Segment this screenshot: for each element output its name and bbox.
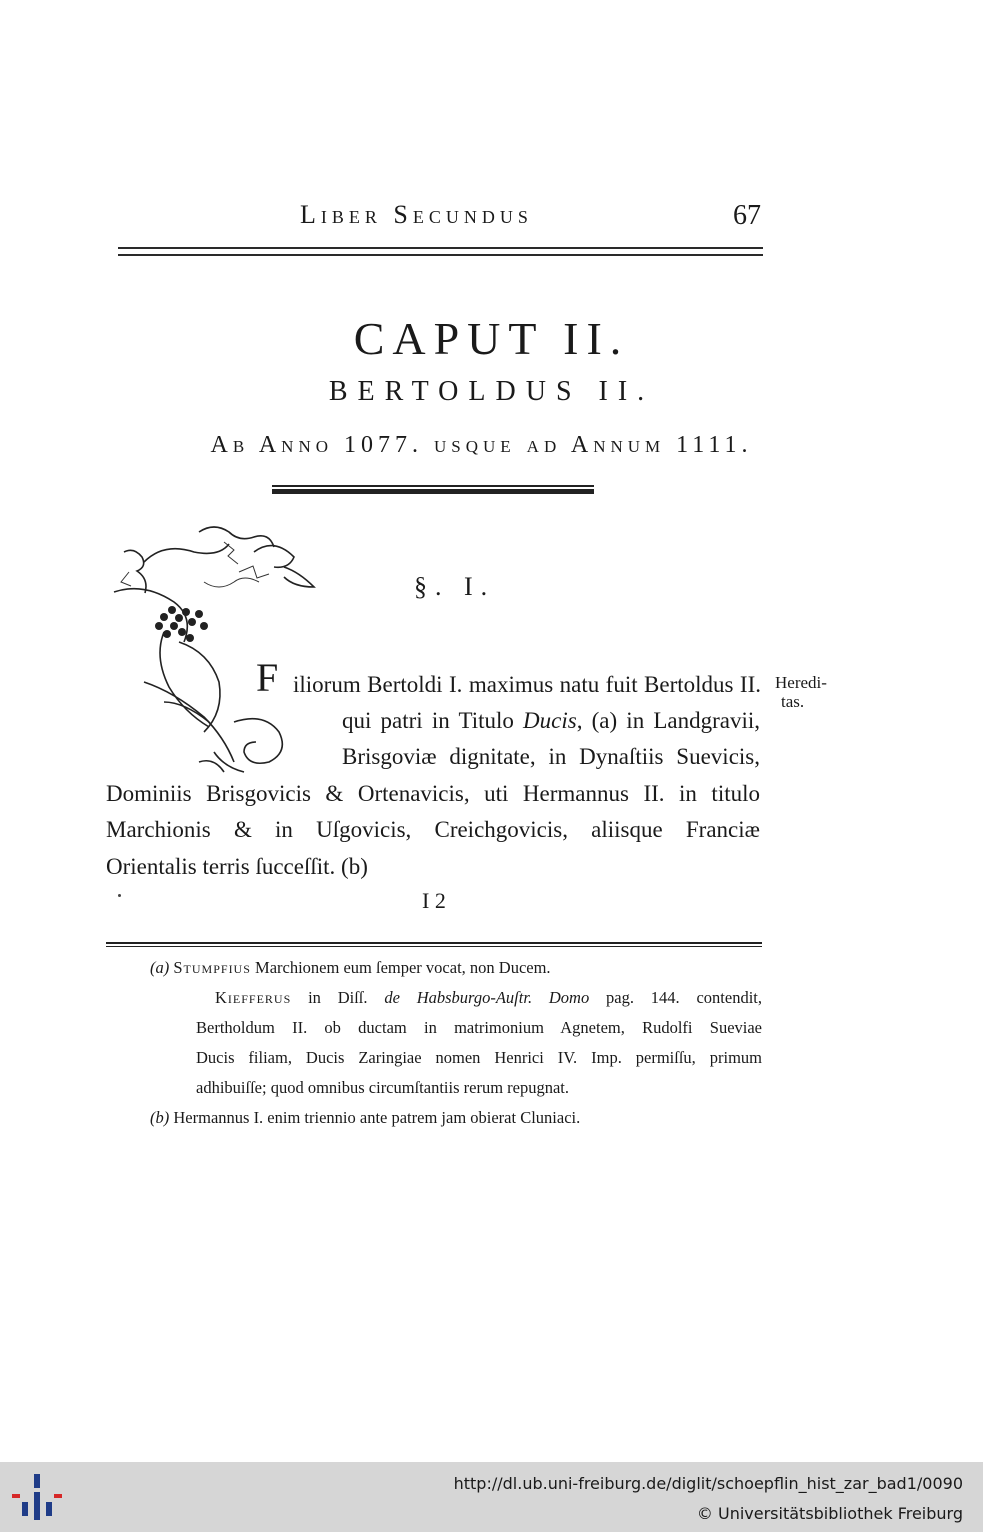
margin-note-line-1: Heredi-: [775, 673, 827, 692]
footnote-a2-post: pag. 144. contendit,: [606, 988, 762, 1007]
header-rule-bottom: [118, 254, 763, 256]
page-number: 67: [733, 200, 761, 231]
body-line-4: Dominiis Brisgovicis & Ortenavicis, uti Hermannus II. in titulo: [106, 781, 760, 806]
margin-note: [775, 673, 827, 711]
permalink-url[interactable]: http://dl.ub.uni-freiburg.de/diglit/schoepflin_hist_zar_bad1/0090: [453, 1474, 963, 1493]
copyright-notice: © Universitätsbibliothek Freiburg: [696, 1504, 963, 1523]
footnote-a2-pre: in Diſſ.: [308, 988, 368, 1007]
body-line-2-emphasis: Ducis: [523, 708, 577, 733]
body-line-5: Marchionis & in Uſgovicis, Creichgovicis, aliisque Franciæ: [106, 817, 760, 842]
footnote-a-line-4: Ducis filiam, Ducis Zaringiae nomen Henrici IV. Imp. permiſſu, primum: [196, 1048, 762, 1067]
running-title: Liber Secundus: [300, 200, 533, 229]
body-line-1: iliorum Bertoldi I. maximus natu fuit Bertoldus II.: [293, 672, 761, 697]
footnote-a-author: Stumpfius: [173, 958, 251, 977]
footnote-b-text: Hermannus I. enim triennio ante patrem jam obierat Cluniaci.: [173, 1108, 581, 1127]
footnote-a2-author: Kiefferus: [215, 988, 292, 1007]
chapter-period: Ab Anno 1077. usque ad Annum 1111.: [210, 432, 753, 458]
body-line-2-end: , (a) in Landgravii,: [576, 708, 760, 733]
section-mark: §. I.: [414, 572, 496, 601]
footnote-rule-top: [106, 942, 762, 944]
header-rule-top: [118, 247, 763, 249]
body-line-2: [342, 706, 760, 736]
drop-initial: F: [256, 655, 279, 700]
footnote-a-text: Marchionem eum ſemper vocat, non Ducem.: [255, 958, 551, 977]
footnote-b-marker: (b): [150, 1108, 170, 1127]
footnote-b: [150, 1107, 580, 1129]
footnote-a-line-2: [215, 987, 762, 1009]
margin-note-line-2: tas.: [781, 692, 805, 711]
floral-initial-ornament-icon: [104, 522, 324, 784]
footnote-a-line-3: Bertholdum II. ob ductam in matrimonium Agnetem, Rudolfi Sueviae: [196, 1018, 762, 1037]
chapter-title: CAPUT II.: [353, 313, 630, 364]
footnote-rule-bottom: [106, 946, 762, 947]
body-line-2-start: qui patri in Titulo: [342, 708, 514, 733]
library-logo-icon: [12, 1472, 64, 1524]
catchword: I 2: [422, 888, 446, 913]
footnote-a: [150, 957, 551, 979]
stray-mark: [118, 894, 121, 897]
ornamental-rule-thin: [272, 485, 594, 487]
footnote-a2-title: de Habsburgo-Auſtr. Domo: [384, 988, 590, 1007]
body-line-3: Brisgoviæ dignitate, in Dynaſtiis Suevicis,: [342, 744, 760, 769]
chapter-subject: BERTOLDUS II.: [328, 376, 655, 407]
body-line-6: Orientalis terris ſucceſſit. (b): [106, 854, 368, 879]
ornamental-rule-thick: [272, 489, 594, 494]
footnote-a-line-5: adhibuiſſe; quod omnibus circumſtantiis rerum repugnat.: [196, 1078, 570, 1097]
footnote-a-marker: (a): [150, 958, 170, 977]
